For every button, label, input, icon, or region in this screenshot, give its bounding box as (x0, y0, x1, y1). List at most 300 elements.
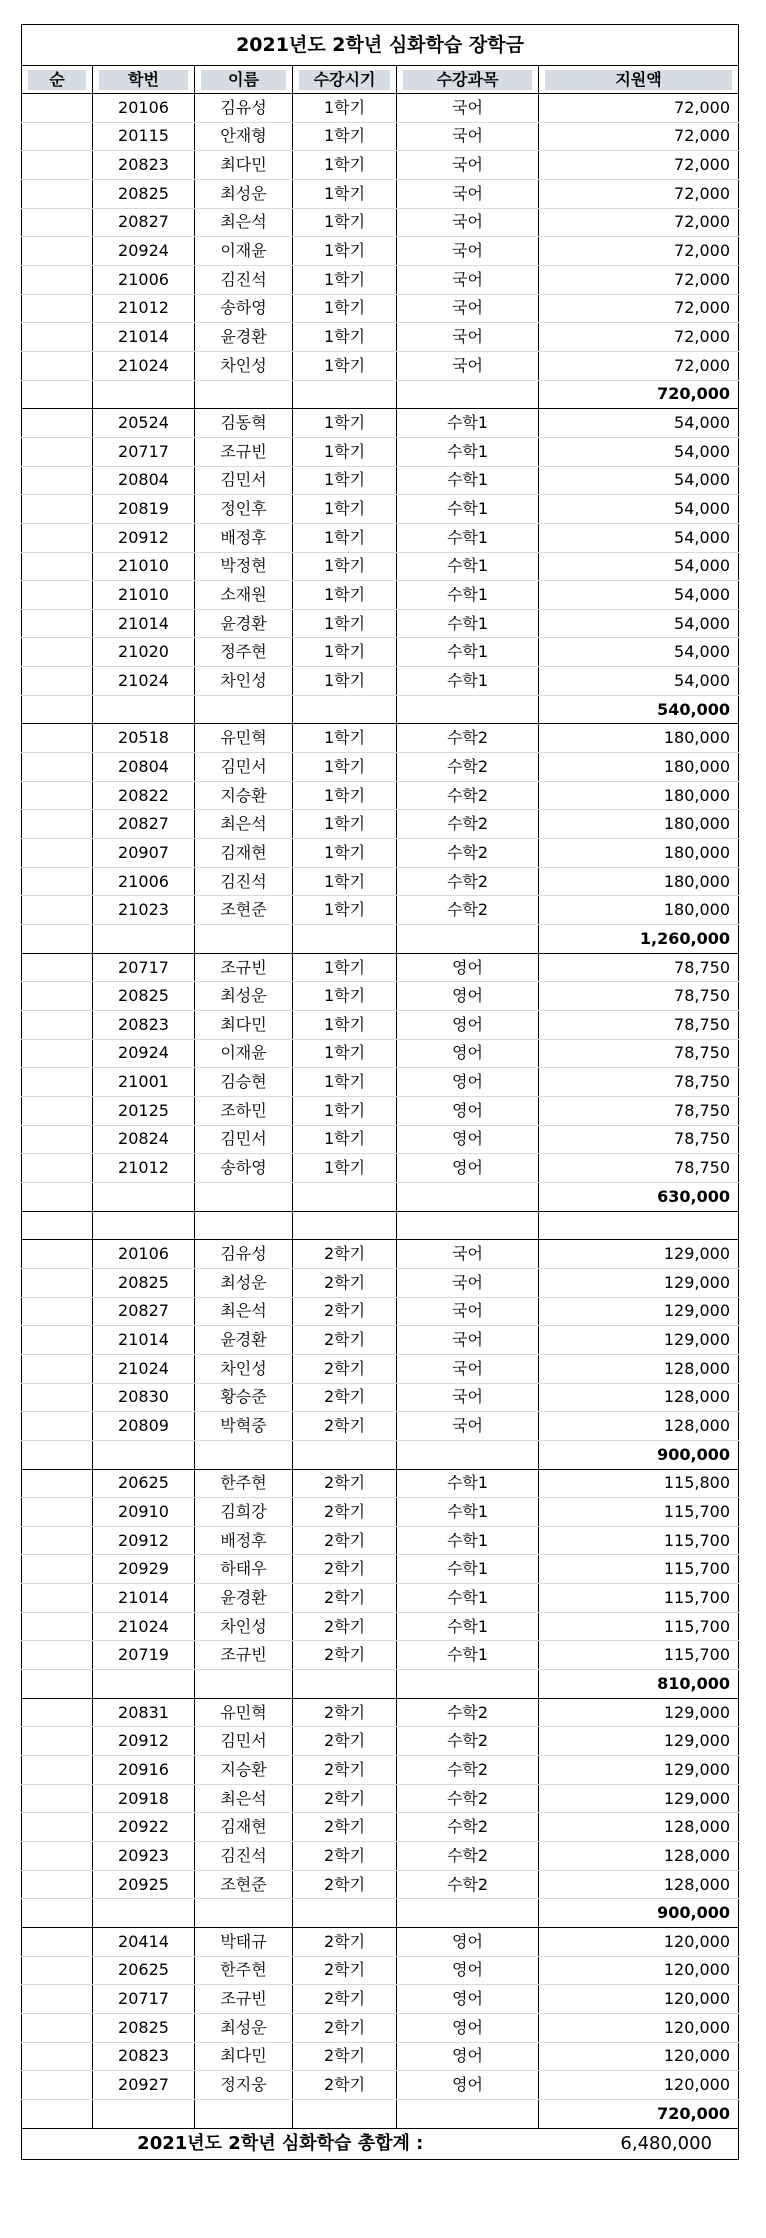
table-row (22, 1154, 739, 1183)
amount-cell: 72,000 (539, 294, 739, 323)
header-row (22, 66, 739, 94)
amount-cell: 72,000 (539, 237, 739, 266)
student-name-cell: 조현준 (195, 1870, 293, 1899)
student-name-cell: 한주현 (195, 1469, 293, 1498)
subject-cell: 국어 (397, 1412, 539, 1441)
amount-cell: 78,750 (539, 1154, 739, 1183)
table-row (22, 1784, 739, 1813)
student-name-cell: 박정현 (195, 552, 293, 581)
subject-cell: 수학1 (397, 1641, 539, 1670)
empty-cell (397, 1440, 539, 1469)
subject-cell: 수학1 (397, 552, 539, 581)
subject-cell: 영어 (397, 1096, 539, 1125)
student-name-cell: 최성운 (195, 1268, 293, 1297)
student-id-cell: 21006 (93, 867, 195, 896)
subtotal-row (22, 1440, 739, 1469)
student-name-cell: 김진석 (195, 265, 293, 294)
student-id-cell: 20916 (93, 1756, 195, 1785)
amount-cell: 54,000 (539, 552, 739, 581)
empty-cell (397, 1211, 539, 1240)
row-number-cell (22, 724, 93, 753)
subject-cell: 국어 (397, 237, 539, 266)
empty-cell (195, 1440, 293, 1469)
amount-cell: 180,000 (539, 839, 739, 868)
row-number-cell (22, 581, 93, 610)
grand-total-row (22, 2128, 739, 2159)
student-name-cell: 지승환 (195, 1756, 293, 1785)
student-id-cell: 20115 (93, 122, 195, 151)
subject-cell: 영어 (397, 2071, 539, 2100)
semester-cell: 1학기 (293, 294, 397, 323)
subtotal-row (22, 925, 739, 954)
empty-cell (195, 1211, 293, 1240)
semester-cell: 2학기 (293, 2071, 397, 2100)
subject-cell: 국어 (397, 122, 539, 151)
student-id-cell: 20106 (93, 94, 195, 123)
student-id-cell: 20106 (93, 1240, 195, 1269)
semester-cell: 2학기 (293, 1412, 397, 1441)
empty-cell (22, 1211, 93, 1240)
student-name-cell: 안재형 (195, 122, 293, 151)
student-id-cell: 20912 (93, 1526, 195, 1555)
subject-cell: 수학1 (397, 638, 539, 667)
subject-cell: 수학1 (397, 409, 539, 438)
row-number-cell (22, 94, 93, 123)
row-number-cell (22, 1154, 93, 1183)
student-name-cell: 조규빈 (195, 437, 293, 466)
table-row (22, 867, 739, 896)
row-number-cell (22, 2042, 93, 2071)
student-name-cell: 최다민 (195, 151, 293, 180)
subject-cell: 수학1 (397, 1526, 539, 1555)
row-number-cell (22, 237, 93, 266)
table-row (22, 982, 739, 1011)
table-row (22, 1354, 739, 1383)
semester-cell: 1학기 (293, 523, 397, 552)
semester-cell: 1학기 (293, 638, 397, 667)
semester-cell: 2학기 (293, 1297, 397, 1326)
row-number-cell (22, 1240, 93, 1269)
subtotal-row (22, 1899, 739, 1928)
empty-cell (195, 1670, 293, 1699)
empty-cell (195, 925, 293, 954)
student-id-cell: 20924 (93, 237, 195, 266)
row-number-cell (22, 667, 93, 696)
row-number-cell (22, 1784, 93, 1813)
table-row (22, 896, 739, 925)
table-row (22, 179, 739, 208)
table-row (22, 552, 739, 581)
student-id-cell: 21014 (93, 1326, 195, 1355)
subject-cell: 영어 (397, 1068, 539, 1097)
table-row (22, 1268, 739, 1297)
empty-cell (195, 2099, 293, 2128)
empty-cell (22, 1182, 93, 1211)
table-row (22, 466, 739, 495)
amount-cell: 129,000 (539, 1784, 739, 1813)
amount-cell: 115,700 (539, 1612, 739, 1641)
semester-cell: 1학기 (293, 323, 397, 352)
student-name-cell: 지승환 (195, 781, 293, 810)
semester-cell: 2학기 (293, 1985, 397, 2014)
empty-cell (22, 925, 93, 954)
amount-cell: 115,700 (539, 1526, 739, 1555)
student-name-cell: 김민서 (195, 1125, 293, 1154)
student-name-cell: 조규빈 (195, 1641, 293, 1670)
student-id-cell: 21010 (93, 552, 195, 581)
semester-cell: 2학기 (293, 1240, 397, 1269)
subject-cell: 수학2 (397, 896, 539, 925)
student-id-cell: 20823 (93, 2042, 195, 2071)
row-number-cell (22, 523, 93, 552)
table-row (22, 1297, 739, 1326)
row-number-cell (22, 1469, 93, 1498)
student-name-cell: 송하영 (195, 294, 293, 323)
subtotal-amount: 630,000 (539, 1182, 739, 1211)
table-row (22, 1727, 739, 1756)
scholarship-table (21, 24, 739, 2160)
row-number-cell (22, 1641, 93, 1670)
subject-cell: 국어 (397, 351, 539, 380)
empty-cell (293, 925, 397, 954)
student-name-cell: 차인성 (195, 351, 293, 380)
header-semester: 수강시기 (293, 66, 397, 94)
semester-cell: 2학기 (293, 1383, 397, 1412)
semester-cell: 1학기 (293, 896, 397, 925)
semester-cell: 1학기 (293, 1125, 397, 1154)
student-id-cell: 20824 (93, 1125, 195, 1154)
subject-cell: 수학1 (397, 466, 539, 495)
amount-cell: 120,000 (539, 2042, 739, 2071)
subject-cell: 영어 (397, 1928, 539, 1957)
subject-cell: 영어 (397, 1125, 539, 1154)
student-name-cell: 최은석 (195, 810, 293, 839)
table-row (22, 1956, 739, 1985)
student-name-cell: 조규빈 (195, 1985, 293, 2014)
row-number-cell (22, 1326, 93, 1355)
subtotal-row (22, 380, 739, 409)
semester-cell: 2학기 (293, 1698, 397, 1727)
row-number-cell (22, 839, 93, 868)
table-row (22, 1240, 739, 1269)
student-id-cell: 20924 (93, 1039, 195, 1068)
student-id-cell: 21024 (93, 1354, 195, 1383)
amount-cell: 72,000 (539, 208, 739, 237)
amount-cell: 78,750 (539, 1011, 739, 1040)
student-id-cell: 21024 (93, 667, 195, 696)
subject-cell: 국어 (397, 294, 539, 323)
table-row (22, 1383, 739, 1412)
amount-cell: 128,000 (539, 1842, 739, 1871)
semester-cell: 1학기 (293, 839, 397, 868)
semester-cell: 2학기 (293, 1956, 397, 1985)
row-number-cell (22, 1068, 93, 1097)
student-name-cell: 최성운 (195, 2013, 293, 2042)
student-id-cell: 20831 (93, 1698, 195, 1727)
subject-cell: 영어 (397, 2042, 539, 2071)
table-row (22, 237, 739, 266)
amount-cell: 54,000 (539, 409, 739, 438)
row-number-cell (22, 781, 93, 810)
amount-cell: 180,000 (539, 753, 739, 782)
student-id-cell: 20804 (93, 466, 195, 495)
student-name-cell: 김민서 (195, 753, 293, 782)
amount-cell: 180,000 (539, 781, 739, 810)
student-id-cell: 21014 (93, 323, 195, 352)
student-id-cell: 20625 (93, 1469, 195, 1498)
semester-cell: 1학기 (293, 982, 397, 1011)
semester-cell: 1학기 (293, 409, 397, 438)
table-row (22, 1928, 739, 1957)
amount-cell: 128,000 (539, 1412, 739, 1441)
student-name-cell: 김민서 (195, 466, 293, 495)
row-number-cell (22, 122, 93, 151)
subtotal-amount: 540,000 (539, 695, 739, 724)
subject-cell: 영어 (397, 1039, 539, 1068)
table-row (22, 753, 739, 782)
table-row (22, 1469, 739, 1498)
empty-cell (93, 695, 195, 724)
row-number-cell (22, 208, 93, 237)
student-id-cell: 20825 (93, 179, 195, 208)
student-name-cell: 박혁중 (195, 1412, 293, 1441)
subject-cell: 수학1 (397, 609, 539, 638)
student-id-cell: 20809 (93, 1412, 195, 1441)
subject-cell: 수학2 (397, 724, 539, 753)
subject-cell: 수학1 (397, 1612, 539, 1641)
row-number-cell (22, 638, 93, 667)
semester-cell: 1학기 (293, 724, 397, 753)
row-number-cell (22, 1985, 93, 2014)
table-row (22, 1842, 739, 1871)
table-row (22, 294, 739, 323)
student-name-cell: 최다민 (195, 2042, 293, 2071)
subject-cell: 수학2 (397, 1870, 539, 1899)
subject-cell: 수학1 (397, 495, 539, 524)
semester-cell: 2학기 (293, 1756, 397, 1785)
empty-cell (293, 1899, 397, 1928)
semester-cell: 2학기 (293, 1727, 397, 1756)
amount-cell: 128,000 (539, 1813, 739, 1842)
subject-cell: 수학1 (397, 1469, 539, 1498)
semester-cell: 2학기 (293, 2042, 397, 2071)
subject-cell: 수학2 (397, 1784, 539, 1813)
row-number-cell (22, 1928, 93, 1957)
semester-cell: 1학기 (293, 581, 397, 610)
semester-cell: 1학기 (293, 1096, 397, 1125)
amount-cell: 180,000 (539, 896, 739, 925)
student-name-cell: 황승준 (195, 1383, 293, 1412)
amount-cell: 54,000 (539, 523, 739, 552)
semester-cell: 1학기 (293, 753, 397, 782)
empty-cell (539, 1211, 739, 1240)
amount-cell: 54,000 (539, 609, 739, 638)
row-number-cell (22, 437, 93, 466)
row-number-cell (22, 753, 93, 782)
table-row (22, 2071, 739, 2100)
empty-cell (22, 2099, 93, 2128)
subtotal-amount: 720,000 (539, 380, 739, 409)
table-row (22, 151, 739, 180)
subject-cell: 영어 (397, 982, 539, 1011)
semester-cell: 2학기 (293, 1469, 397, 1498)
semester-cell: 2학기 (293, 1928, 397, 1957)
amount-cell: 54,000 (539, 437, 739, 466)
amount-cell: 120,000 (539, 2071, 739, 2100)
student-id-cell: 21020 (93, 638, 195, 667)
amount-cell: 78,750 (539, 1096, 739, 1125)
amount-cell: 115,700 (539, 1498, 739, 1527)
student-id-cell: 20414 (93, 1928, 195, 1957)
amount-cell: 78,750 (539, 1068, 739, 1097)
semester-cell: 2학기 (293, 1612, 397, 1641)
student-id-cell: 20625 (93, 1956, 195, 1985)
subject-cell: 영어 (397, 1154, 539, 1183)
row-number-cell (22, 1526, 93, 1555)
row-number-cell (22, 1412, 93, 1441)
student-name-cell: 배정후 (195, 523, 293, 552)
subject-cell: 영어 (397, 1956, 539, 1985)
table-row (22, 523, 739, 552)
student-id-cell: 20929 (93, 1555, 195, 1584)
semester-cell: 2학기 (293, 1842, 397, 1871)
subject-cell: 수학1 (397, 1555, 539, 1584)
row-number-cell (22, 466, 93, 495)
row-number-cell (22, 1354, 93, 1383)
empty-cell (22, 380, 93, 409)
empty-cell (293, 1182, 397, 1211)
subtotal-amount: 1,260,000 (539, 925, 739, 954)
student-name-cell: 윤경환 (195, 323, 293, 352)
amount-cell: 72,000 (539, 122, 739, 151)
row-number-cell (22, 1612, 93, 1641)
subtotal-amount: 900,000 (539, 1440, 739, 1469)
row-number-cell (22, 1011, 93, 1040)
header-amount: 지원액 (539, 66, 739, 94)
table-row (22, 208, 739, 237)
student-name-cell: 최다민 (195, 1011, 293, 1040)
amount-cell: 128,000 (539, 1383, 739, 1412)
subject-cell: 수학2 (397, 1698, 539, 1727)
amount-cell: 54,000 (539, 466, 739, 495)
student-id-cell: 20524 (93, 409, 195, 438)
table-row (22, 1612, 739, 1641)
subject-cell: 국어 (397, 208, 539, 237)
table-row (22, 94, 739, 123)
empty-cell (293, 1670, 397, 1699)
row-number-cell (22, 323, 93, 352)
empty-cell (93, 1211, 195, 1240)
empty-cell (93, 1899, 195, 1928)
table-row (22, 409, 739, 438)
table-row (22, 2013, 739, 2042)
header-name: 이름 (195, 66, 293, 94)
table-row (22, 1526, 739, 1555)
table-row (22, 638, 739, 667)
empty-cell (397, 1670, 539, 1699)
student-id-cell: 20804 (93, 753, 195, 782)
table-row (22, 122, 739, 151)
semester-cell: 2학기 (293, 2013, 397, 2042)
row-number-cell (22, 179, 93, 208)
student-id-cell: 20719 (93, 1641, 195, 1670)
row-number-cell (22, 1842, 93, 1871)
subject-cell: 국어 (397, 323, 539, 352)
student-name-cell: 김유성 (195, 94, 293, 123)
student-id-cell: 20912 (93, 523, 195, 552)
semester-cell: 1학기 (293, 437, 397, 466)
amount-cell: 115,700 (539, 1584, 739, 1613)
subject-cell: 수학2 (397, 1756, 539, 1785)
table-row (22, 437, 739, 466)
student-name-cell: 정주현 (195, 638, 293, 667)
empty-cell (293, 380, 397, 409)
student-name-cell: 조규빈 (195, 953, 293, 982)
semester-cell: 1학기 (293, 781, 397, 810)
amount-cell: 72,000 (539, 265, 739, 294)
amount-cell: 78,750 (539, 1039, 739, 1068)
student-id-cell: 20918 (93, 1784, 195, 1813)
subject-cell: 영어 (397, 1985, 539, 2014)
student-name-cell: 정인후 (195, 495, 293, 524)
amount-cell: 72,000 (539, 323, 739, 352)
student-id-cell: 21014 (93, 609, 195, 638)
subject-cell: 국어 (397, 1268, 539, 1297)
semester-cell: 1학기 (293, 179, 397, 208)
row-number-cell (22, 409, 93, 438)
student-id-cell: 20830 (93, 1383, 195, 1412)
student-name-cell: 김희강 (195, 1498, 293, 1527)
table-row (22, 495, 739, 524)
subject-cell: 수학1 (397, 1498, 539, 1527)
table-row (22, 265, 739, 294)
header-student-id: 학번 (93, 66, 195, 94)
student-id-cell: 20827 (93, 208, 195, 237)
table-row (22, 1813, 739, 1842)
amount-cell: 54,000 (539, 495, 739, 524)
table-row (22, 1641, 739, 1670)
student-name-cell: 김승현 (195, 1068, 293, 1097)
empty-cell (195, 1899, 293, 1928)
table-row (22, 667, 739, 696)
student-name-cell: 정지웅 (195, 2071, 293, 2100)
student-id-cell: 20518 (93, 724, 195, 753)
student-id-cell: 20910 (93, 1498, 195, 1527)
empty-cell (195, 695, 293, 724)
subject-cell: 국어 (397, 179, 539, 208)
amount-cell: 129,000 (539, 1268, 739, 1297)
student-name-cell: 배정후 (195, 1526, 293, 1555)
row-number-cell (22, 1383, 93, 1412)
student-id-cell: 20717 (93, 1985, 195, 2014)
student-name-cell: 박태규 (195, 1928, 293, 1957)
table-row (22, 1555, 739, 1584)
row-number-cell (22, 151, 93, 180)
student-id-cell: 20823 (93, 151, 195, 180)
student-name-cell: 최성운 (195, 179, 293, 208)
table-row (22, 1326, 739, 1355)
amount-cell: 129,000 (539, 1698, 739, 1727)
amount-cell: 128,000 (539, 1354, 739, 1383)
empty-cell (293, 695, 397, 724)
table-row (22, 1698, 739, 1727)
student-name-cell: 윤경환 (195, 609, 293, 638)
amount-cell: 180,000 (539, 810, 739, 839)
row-number-cell (22, 1498, 93, 1527)
student-id-cell: 20822 (93, 781, 195, 810)
semester-cell: 2학기 (293, 1326, 397, 1355)
amount-cell: 129,000 (539, 1326, 739, 1355)
